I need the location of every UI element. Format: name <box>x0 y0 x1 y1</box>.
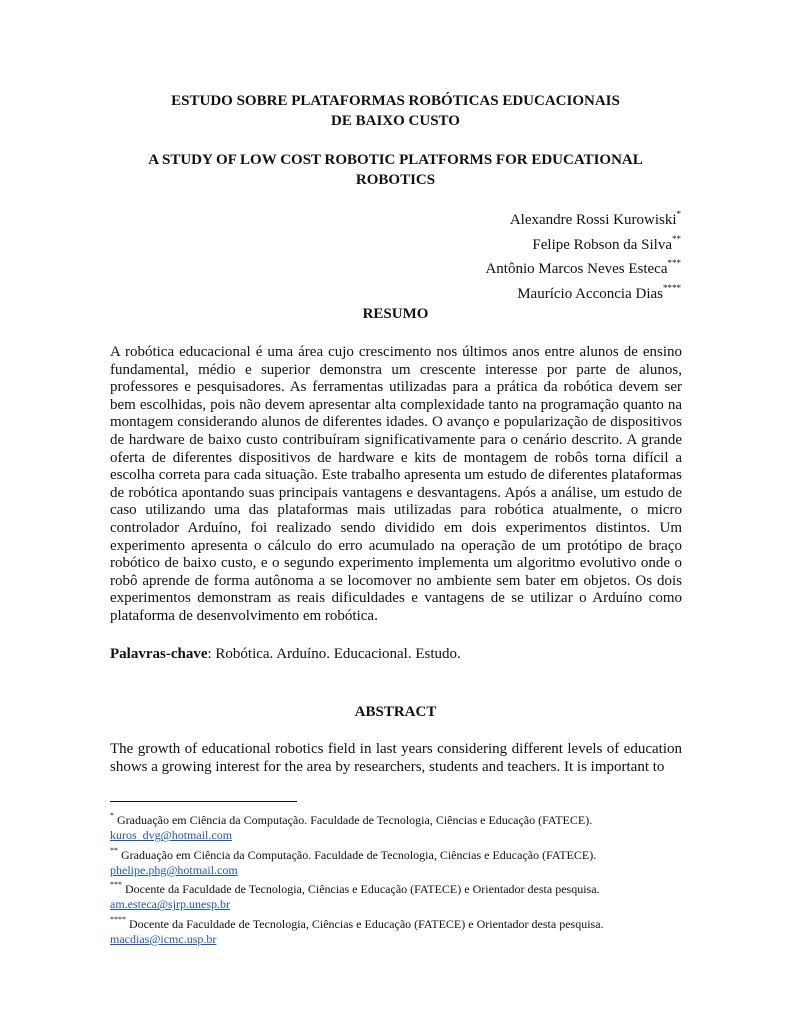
title-en-line-2: ROBOTICS <box>355 172 436 188</box>
author-name: Alexandre Rossi Kurowiski <box>509 212 677 228</box>
footnote <box>110 913 682 948</box>
abstract-heading: ABSTRACT <box>354 704 437 720</box>
abstract-paragraph: The growth of educational robotics field in last years considering different levels of education shows a growing interest for the area by researchers, students and teachers. It is important to <box>110 741 682 775</box>
footnotes <box>110 809 682 947</box>
footnote-mark: *** <box>110 880 122 890</box>
footnote <box>110 878 682 913</box>
footnote <box>110 844 682 879</box>
author-name: Antônio Marcos Neves Esteca <box>485 261 668 277</box>
footnote-text: Docente da Faculdade de Tecnologia, Ciências e Educação (FATECE) e Orientador desta pesquisa. <box>125 882 600 897</box>
title-pt-line-2: DE BAIXO CUSTO <box>331 113 460 129</box>
footnote-email-link[interactable]: am.esteca@sjrp.unesp.br <box>110 897 231 912</box>
footnote-text: Graduação em Ciência da Computação. Faculdade de Tecnologia, Ciências e Educação (FATECE). <box>121 847 597 862</box>
resumo-heading: RESUMO <box>362 306 429 322</box>
title-portuguese <box>100 91 691 131</box>
footnote-text: Docente da Faculdade de Tecnologia, Ciências e Educação (FATECE) e Orientador desta pesquisa. <box>129 916 604 931</box>
author <box>485 280 681 305</box>
footnote-mark: **** <box>110 914 126 924</box>
author <box>485 206 681 231</box>
author-list <box>485 206 681 304</box>
author-name: Maurício Acconcia Dias <box>517 285 663 302</box>
author-footnote-mark: **** <box>663 282 681 293</box>
keywords-list: : Robótica. Arduíno. Educacional. Estudo. <box>207 646 461 662</box>
keywords-label: Palavras-chave <box>110 646 208 662</box>
author-footnote-mark: ** <box>672 233 681 244</box>
footnote-text: Graduação em Ciência da Computação. Faculdade de Tecnologia, Ciências e Educação (FATECE). <box>117 813 593 827</box>
author <box>485 255 681 280</box>
footnote-email-link[interactable]: phelipe.phg@hotmail.com <box>110 862 238 877</box>
footnote-mark: ** <box>110 845 118 855</box>
title-en-line-1: A STUDY OF LOW COST ROBOTIC PLATFORMS FOR EDUCATIONAL <box>148 152 643 168</box>
author-footnote-mark: *** <box>667 258 681 268</box>
title-pt-line-1: ESTUDO SOBRE PLATAFORMAS ROBÓTICAS EDUCACIONAIS <box>171 93 620 109</box>
footnote-email-link[interactable]: macdias@icmc.usp.br <box>110 932 217 947</box>
author-footnote-mark: * <box>676 209 681 219</box>
author <box>485 231 681 256</box>
footnote-email-link[interactable]: kuros_dvg@hotmail.com <box>110 828 233 843</box>
resumo-paragraph: A robótica educacional é uma área cujo crescimento nos últimos anos entre alunos de ensino fundamental, médio e superior demonstra um crescente interesse por parte de alunos, professores e pesquisadores. As ferramentas utilizadas para a prática da robótica devem ser bem escolhidas, pois não devem apresentar alta complexidade tanto na programação quanto na montagem considerando alunos de diferentes idades. O avanço e popularização de dispositivos de hardware de baixo custo contribuíram significativamente para o cenário descrito. A grande oferta de diferentes dispositivos de hardware e kits de montagem de robôs torna difícil a escolha correta para cada situação. Este trabalho apresenta um estudo de diferentes plataformas de robótica apontando suas principais vantagens e desvantagens. Após a análise, um estudo de caso utilizando uma das plataformas mais utilizadas para robótica atualmente, o micro controlador Arduíno, foi realizado sendo dividido em dois experimentos distintos. Um experimento apresenta o cálculo do erro acumulado na operação de um protótipo de braço robótico de baixo custo, e o segundo experimento implementa um algoritmo evolutivo onde o robô aprende de forma autônoma a se locomover no ambiente sem bater em objetos. Os dois experimentos demonstram as reais dificuldades e vantagens de se utilizar o Arduíno como plataforma de desenvolvimento em robótica. <box>110 344 682 624</box>
footnote <box>110 809 682 844</box>
footnote-divider <box>110 801 297 802</box>
keywords-line <box>110 646 682 664</box>
footnote-mark: * <box>110 811 114 820</box>
title-english <box>100 150 691 190</box>
author-name: Felipe Robson da Silva <box>532 236 672 253</box>
